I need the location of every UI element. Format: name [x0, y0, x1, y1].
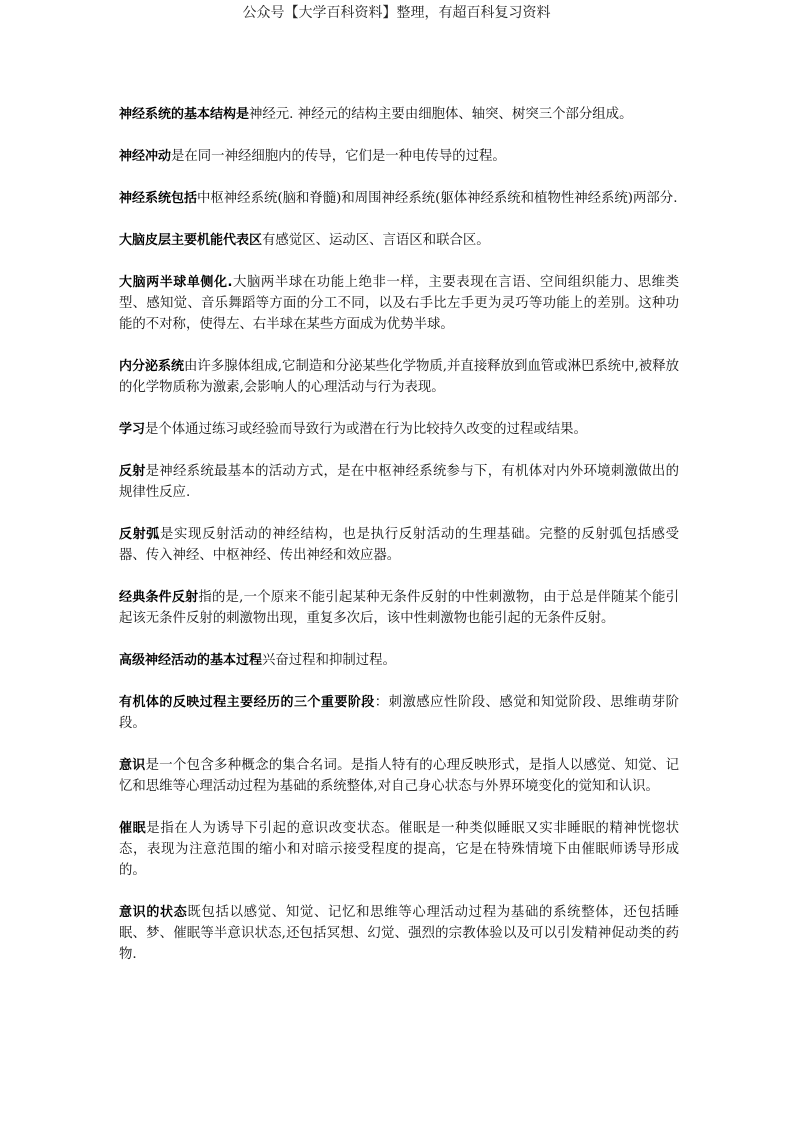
entry-term: 神经系统包括: [119, 191, 198, 206]
entry-nervous-system-structure: [119, 104, 679, 125]
entry-term: 反射: [119, 464, 146, 479]
entry-reflex-arc: [119, 524, 679, 566]
entry-definition: 兴奋过程和抑制过程。: [262, 653, 396, 668]
entry-term: 神经冲动: [119, 149, 172, 164]
entry-definition: 神经元. 神经元的结构主要由细胞体、轴突、树突三个部分组成。: [249, 107, 633, 122]
entry-higher-nervous-activity: [119, 650, 679, 671]
entry-term: 意识的状态: [119, 905, 188, 920]
entry-term: 高级神经活动的基本过程: [119, 653, 263, 668]
entry-definition: 中枢神经系统(脑和脊髓)和周围神经系统(躯体神经系统和植物性神经系统)两部分.: [197, 191, 678, 206]
entry-cortex-areas: [119, 230, 679, 251]
entry-term: 反射弧: [119, 527, 160, 542]
entry-term: 内分泌系统: [119, 359, 185, 374]
entry-definition: 大脑两半球在功能上绝非一样，主要表现在言语、空间组织能力、思维类型、感知觉、音乐舞蹈等方面的分工不同，以及右手比左手更为灵巧等功能上的差别。这种功能的不对称，使得左、右半球在某些方面成为优势半球。: [119, 275, 679, 332]
entry-definition: 指的是,一个原来不能引起某种无条件反射的中性刺激物，由于总是伴随某个能引起该无条件反射的刺激物出现，重复多次后，该中性刺激物也能引起的无条件反射。: [119, 590, 679, 626]
entry-states-of-consciousness: [119, 902, 679, 965]
entry-endocrine-system: [119, 356, 679, 398]
entry-consciousness: [119, 755, 679, 797]
entry-learning: [119, 419, 679, 440]
entry-term: 神经系统的基本结构是: [119, 107, 250, 122]
entry-reflex: [119, 461, 679, 503]
entry-hypnosis: [119, 818, 679, 881]
entry-reaction-stages: [119, 692, 679, 734]
entry-term: 大脑皮层主要机能代表区: [119, 233, 263, 248]
entry-definition: 是神经系统最基本的活动方式，是在中枢神经系统参与下，有机体对内外环境刺激做出的规律性反应.: [119, 464, 679, 500]
entry-lateralization: [119, 272, 679, 335]
entry-definition: 是在同一神经细胞内的传导，它们是一种电传导的过程。: [171, 149, 506, 164]
entry-term: 有机体的反映过程主要经历的三个重要阶段: [119, 695, 375, 710]
entry-nerve-impulse: [119, 146, 679, 167]
entry-definition: 由许多腺体组成,它制造和分泌某些化学物质,并直接释放到血管或淋巴系统中,被释放的化学物质称为激素,会影响人的心理活动与行为表现。: [119, 359, 679, 395]
document-body: [119, 104, 679, 986]
entry-nervous-system-parts: [119, 188, 679, 209]
entry-definition: ：刺激感应性阶段、感觉和知觉阶段、思维萌芽阶段。: [119, 695, 679, 731]
entry-definition: 是实现反射活动的神经结构，也是执行反射活动的生理基础。完整的反射弧包括感受器、传入神经、中枢神经、传出神经和效应器。: [119, 527, 679, 563]
entry-definition: 有感觉区、运动区、言语区和联合区。: [262, 233, 490, 248]
entry-term: 催眠: [119, 821, 147, 836]
entry-term: 经典条件反射: [119, 590, 199, 605]
entry-definition: 是一个包含多种概念的集合名词。是指人特有的心理反映形式，是指人以感觉、知觉、记忆和思维等心理活动过程为基础的系统整体,对自己身心状态与外界环境变化的觉知和认识。: [119, 758, 679, 794]
entry-term: 学习: [119, 422, 146, 437]
entry-definition: 是指在人为诱导下引起的意识改变状态。催眠是一种类似睡眠又实非睡眠的精神恍惚状态，表现为注意范围的缩小和对暗示接受程度的提高，它是在特殊情境下由催眠师诱导形成的。: [119, 821, 679, 878]
entry-definition: 是个体通过练习或经验而导致行为或潜在行为比较持久改变的过程或结果。: [145, 422, 587, 437]
entry-definition: 既包括以感觉、知觉、记忆和思维等心理活动过程为基础的系统整体，还包括睡眠、梦、催眠等半意识状态,还包括冥想、幻觉、强烈的宗教体验以及可以引发精神促动类的药物.: [119, 905, 679, 962]
page-header: 公众号【大学百科资料】整理，有超百科复习资料: [242, 5, 551, 21]
entry-term: 大脑两半球单侧化.: [119, 275, 233, 290]
entry-classical-conditioning: [119, 587, 679, 629]
entry-term: 意识: [119, 758, 146, 773]
